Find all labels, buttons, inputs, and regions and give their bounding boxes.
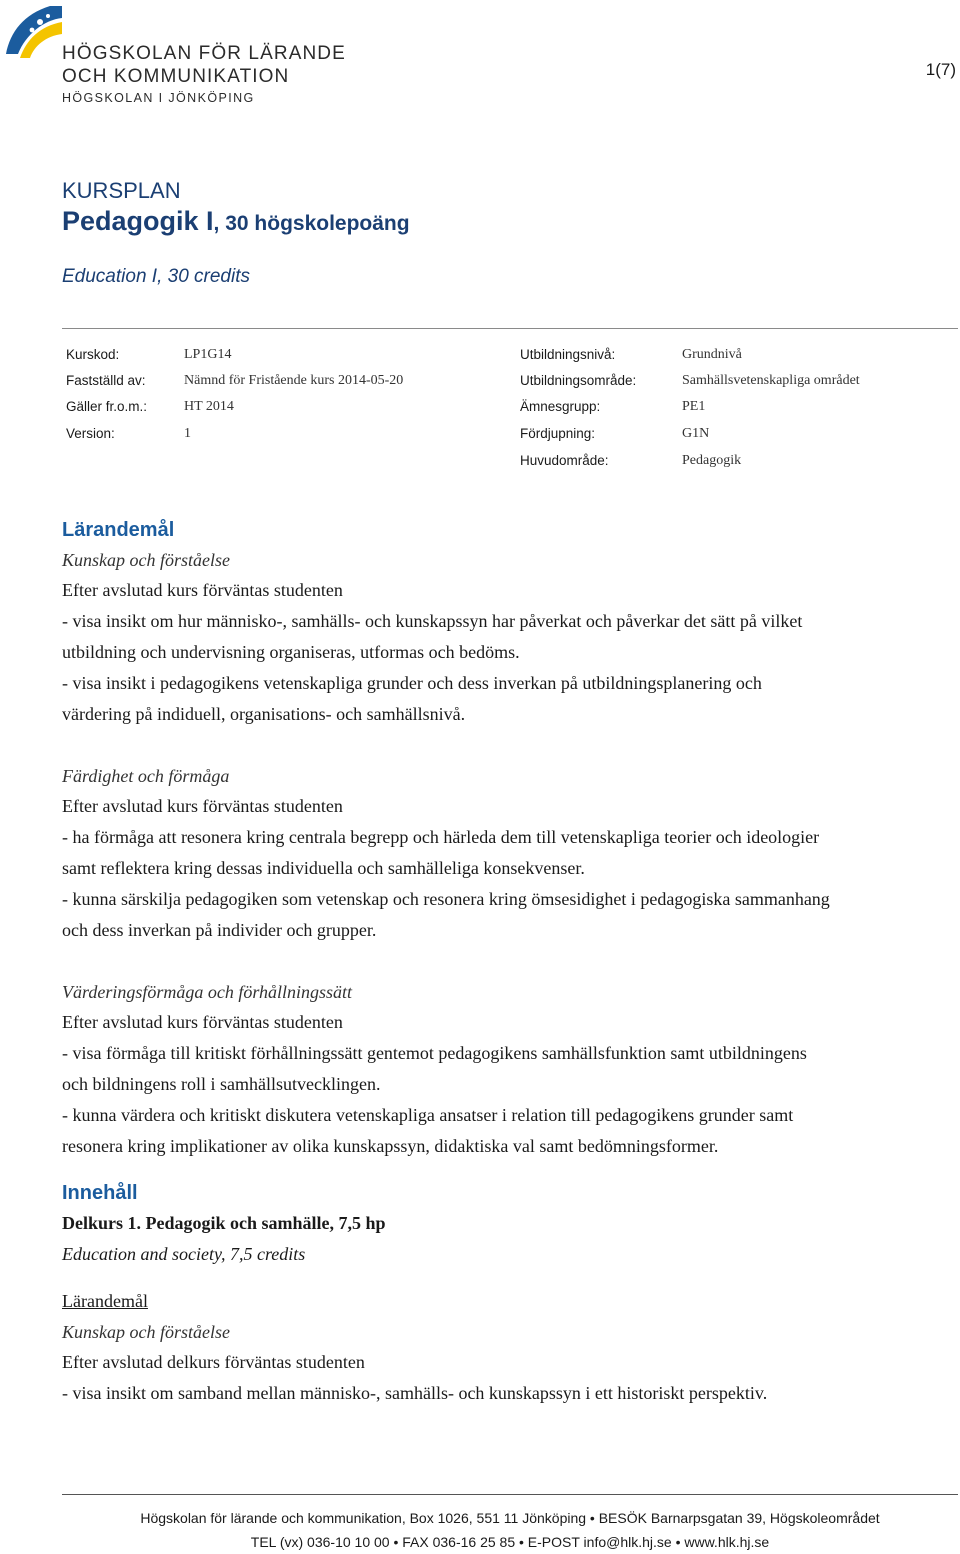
institution-name — [62, 44, 346, 105]
course-content — [62, 515, 958, 1409]
info-label: Utbildningsområde: — [520, 373, 637, 388]
info-label: Utbildningsnivå: — [520, 347, 616, 362]
text-line: - kunna värdera och kritiskt diskutera vetenskapliga ansatser i relation till pedagogikens grunder samt — [62, 1105, 794, 1125]
course-title-english: Education I, 30 credits — [62, 266, 250, 287]
info-label: Fördjupning: — [520, 426, 596, 441]
institution-line-1: HÖGSKOLAN FÖR LÄRANDE — [62, 43, 346, 64]
section-heading-innehall: Innehåll — [62, 1182, 138, 1204]
text-line: - ha förmåga att resonera kring centrala begrepp och härleda dem till vetenskapliga teorier och ideologier — [62, 827, 820, 847]
info-value: Pedagogik — [682, 453, 742, 468]
info-label: Kurskod: — [66, 347, 120, 362]
subheading-vardering: Värderingsförmåga och förhållningssätt — [62, 982, 353, 1002]
text-line: och bildningens roll i samhällsutvecklingen. — [62, 1074, 381, 1094]
course-title — [62, 206, 410, 237]
text-line: värdering på indiduell, organisations- och samhällsnivå. — [62, 704, 466, 724]
delkurs-kunskap-heading: Kunskap och förståelse — [62, 1322, 230, 1342]
institution-line-3: HÖGSKOLAN I JÖNKÖPING — [62, 91, 255, 105]
intro-text: Efter avslutad kurs förväntas studenten — [62, 580, 343, 600]
text-line: och dess inverkan på individer och grupper. — [62, 920, 377, 940]
intro-text: Efter avslutad kurs förväntas studenten — [62, 796, 343, 816]
info-value: Samhällsvetenskapliga området — [682, 373, 860, 388]
info-label: Huvudområde: — [520, 453, 609, 468]
text-line: resonera kring implikationer av olika kunskapssyn, didaktiska val samt bedömningsformer. — [62, 1136, 719, 1156]
institution-line-2: OCH KOMMUNIKATION — [62, 66, 290, 87]
divider-top — [62, 328, 958, 329]
course-credits: , 30 högskolepoäng — [213, 212, 410, 235]
text-line: - visa insikt om hur människo-, samhälls- och kunskapssyn har påverkat och påverkar det sätt på vilket — [62, 611, 803, 631]
info-label: Version: — [66, 426, 115, 441]
section-heading-larandemal: Lärandemål — [62, 519, 175, 541]
delkurs-title: Delkurs 1. Pedagogik och samhälle, 7,5 hp — [62, 1213, 386, 1233]
text-line: samt reflektera kring dessas individuella och samhälleliga konsekvenser. — [62, 858, 585, 878]
info-value: HT 2014 — [184, 399, 234, 414]
intro-text: Efter avslutad kurs förväntas studenten — [62, 1012, 343, 1032]
intro-text: Efter avslutad delkurs förväntas studenten — [62, 1352, 365, 1372]
info-value: G1N — [682, 426, 710, 441]
course-name: Pedagogik I — [62, 206, 214, 236]
subheading-kunskap: Kunskap och förståelse — [62, 550, 230, 570]
university-logo-icon — [4, 4, 64, 64]
subheading-fardighet: Färdighet och förmåga — [62, 766, 230, 786]
text-line: - visa förmåga till kritiskt förhållningssätt gentemot pedagogikens samhällsfunktion samt utbildningens — [62, 1043, 807, 1063]
footer-line-1: Högskolan för lärande och kommunikation, Box 1026, 551 11 Jönköping • BESÖK Barnarpsgatan 39, Högskoleområdet — [140, 1510, 880, 1526]
info-label: Fastställd av: — [66, 373, 146, 388]
document-type: KURSPLAN — [62, 178, 181, 203]
text-line: utbildning och undervisning organiseras, utformas och bedöms. — [62, 642, 520, 662]
delkurs-larandemal-heading: Lärandemål — [62, 1291, 148, 1311]
info-value: 1 — [184, 426, 191, 441]
delkurs-title-english: Education and society, 7,5 credits — [62, 1244, 306, 1264]
text-line: - kunna särskilja pedagogiken som vetenskap och resonera kring ömsesidighet i pedagogiska sammanhang — [62, 889, 830, 909]
info-value: PE1 — [682, 399, 706, 414]
footer-line-2: TEL (vx) 036-10 10 00 • FAX 036-16 25 85 • E-POST info@hlk.hj.se • www.hlk.hj.se — [250, 1534, 770, 1550]
page-number: 1(7) — [925, 60, 956, 79]
info-label: Gäller fr.o.m.: — [66, 399, 148, 414]
info-value: Grundnivå — [682, 347, 742, 362]
divider-bottom — [62, 1494, 958, 1495]
info-value: LP1G14 — [184, 347, 232, 362]
text-line: - visa insikt i pedagogikens vetenskapliga grunder och dess inverkan på utbildningsplanering och — [62, 673, 762, 693]
text-line: - visa insikt om samband mellan människo-, samhälls- och kunskapssyn i ett historiskt perspektiv. — [62, 1383, 768, 1403]
info-value: Nämnd för Fristående kurs 2014-05-20 — [184, 373, 404, 388]
info-label: Ämnesgrupp: — [520, 399, 601, 414]
